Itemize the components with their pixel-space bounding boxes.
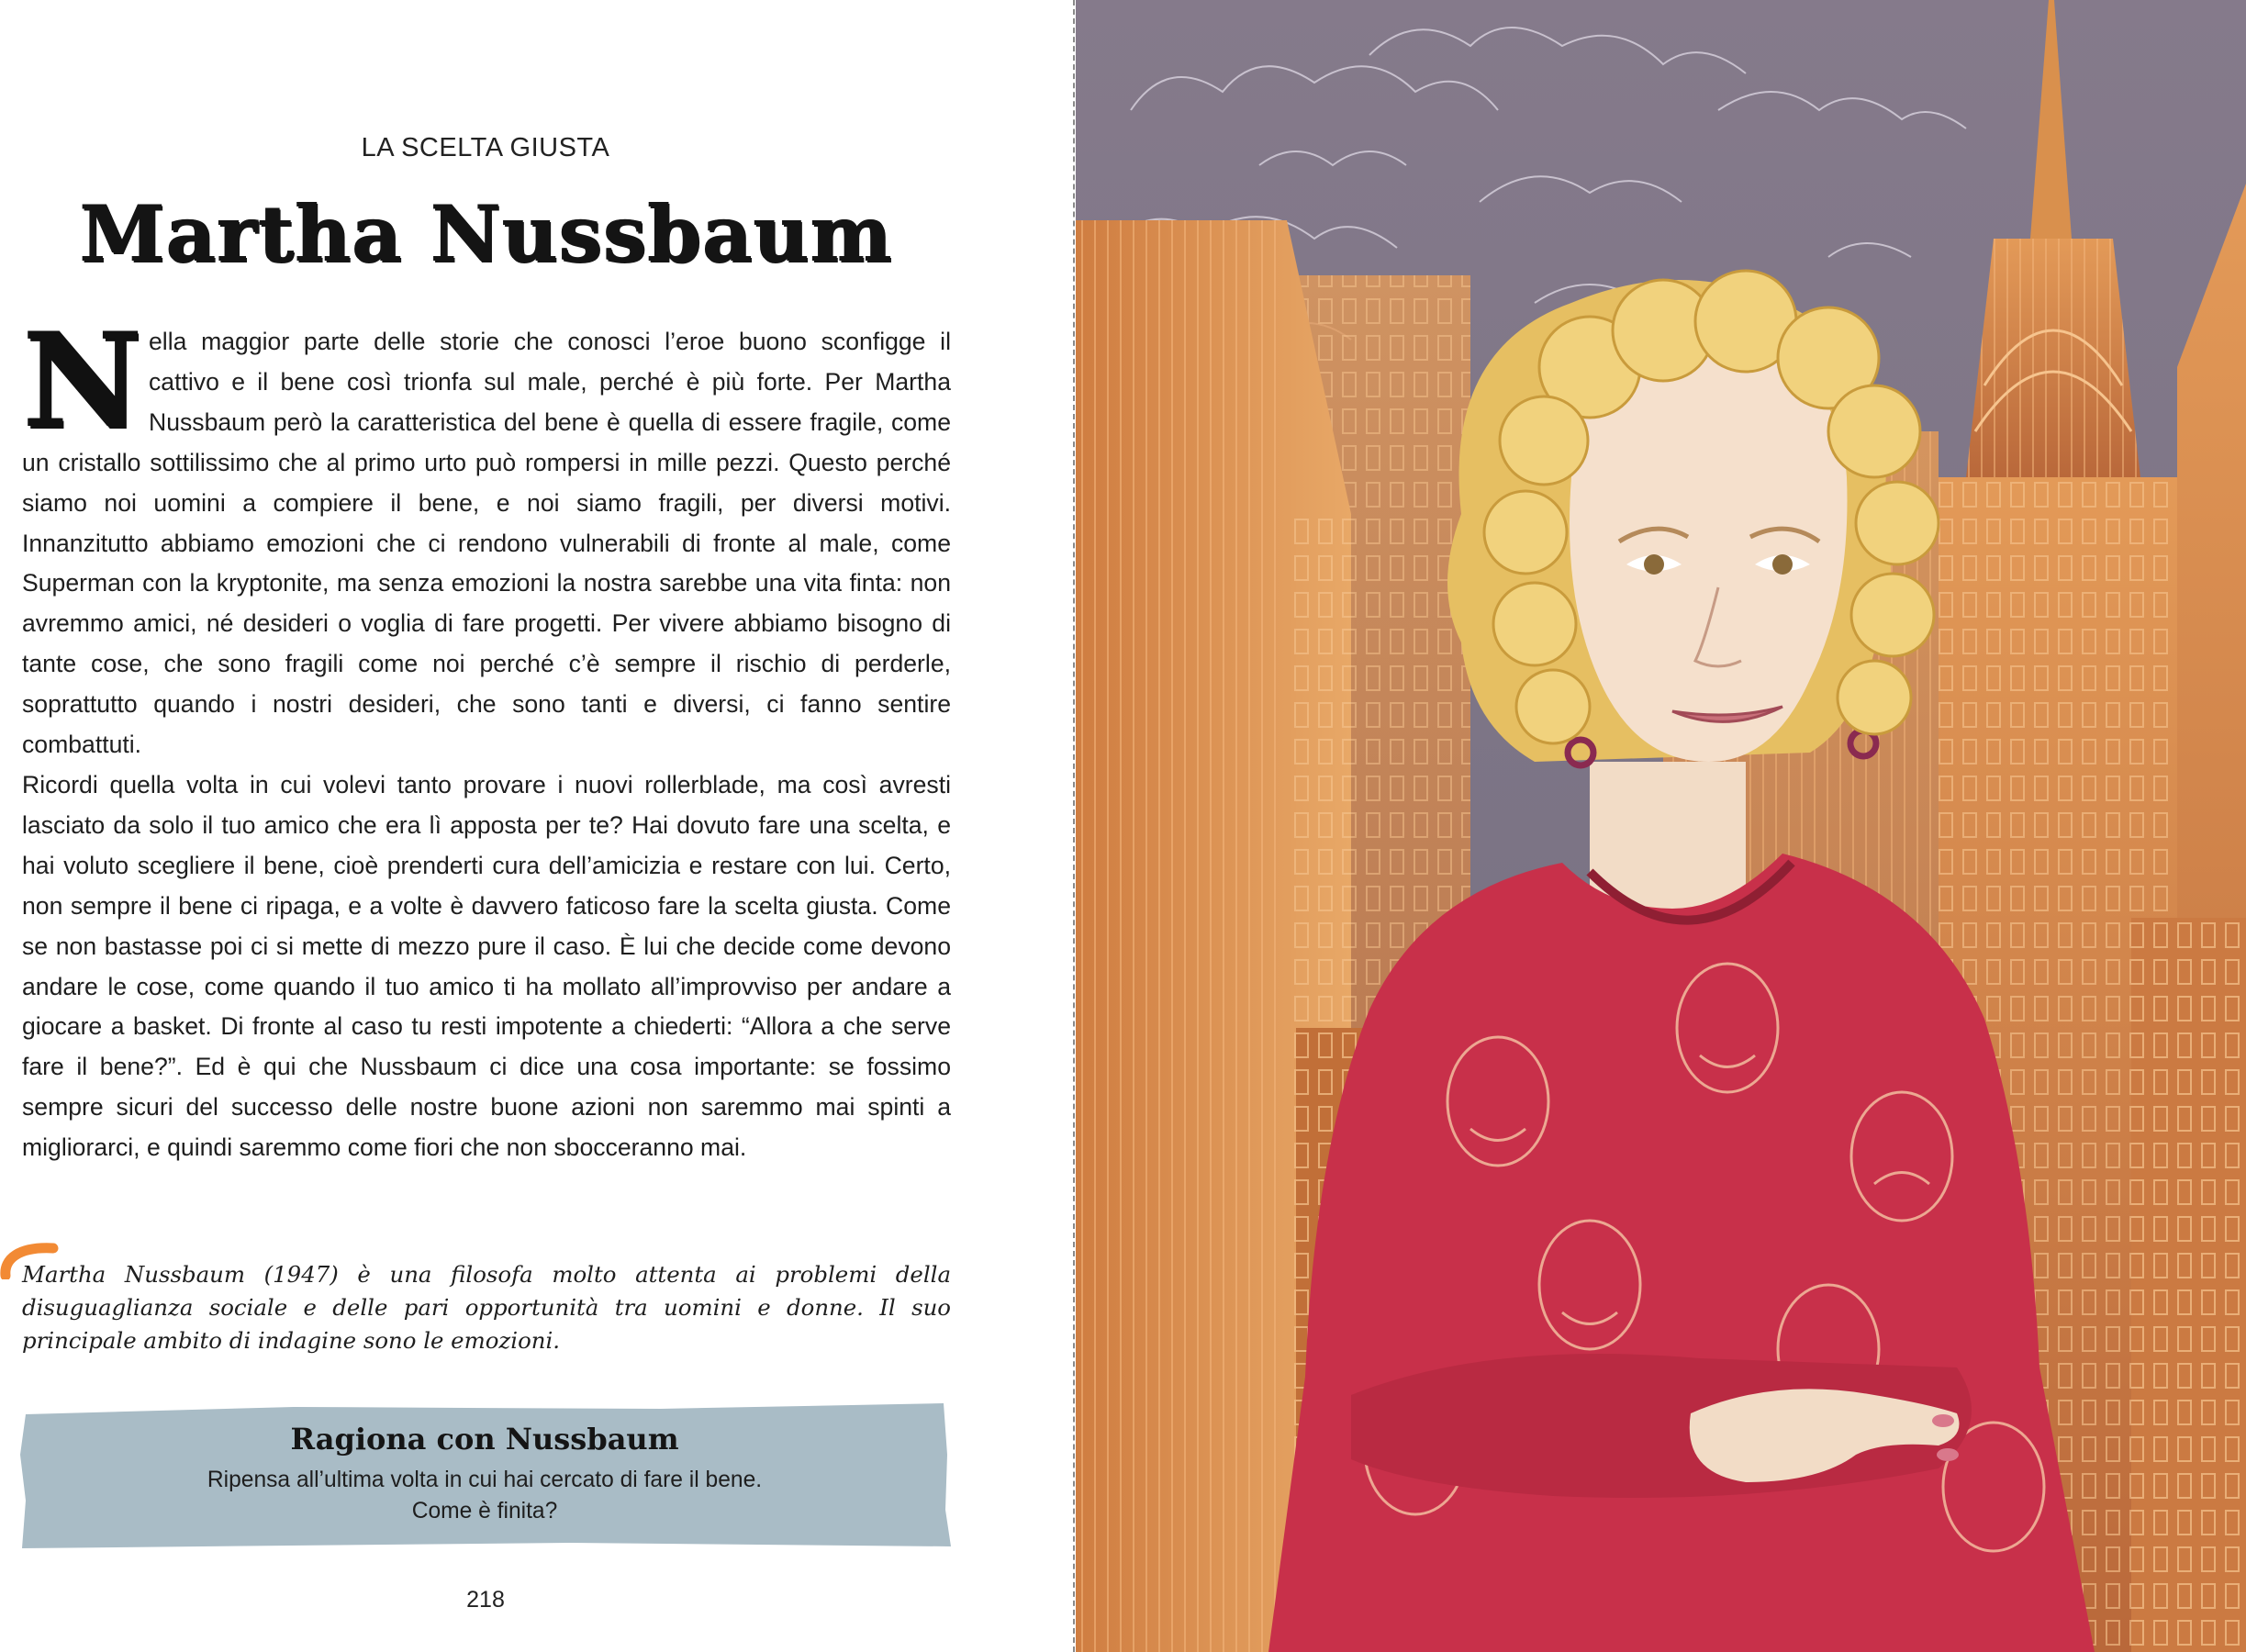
reflection-box-title: Ragiona con Nussbaum <box>290 1422 679 1457</box>
section-title: LA SCELTA GIUSTA <box>361 133 610 162</box>
page-gutter <box>1073 0 1075 1652</box>
page-title: Martha Nussbaum <box>79 188 892 279</box>
paragraph-1-text: ella maggior parte delle storie che conosci l’eroe buono sconfigge il cattivo e il bene così trionfa sul male, perché è più forte. Per Martha Nussbaum però la caratteristica del bene è quella di essere fragile, come un cristallo sottilissimo che al primo urto può rompersi in mille pezzi. Questo perché siamo noi uomini a compiere il bene, e noi siamo fragili, per diversi motivi. Innanzitutto abbiamo emozioni che ci rendono vulnerabili di fronte al male, come Superman con la kryptonite, ma senza emozioni la nostra sarebbe una vita finta: non avremmo amici, né desideri o voglia di fare progetti. Per vivere abbiamo bisogno di tante cose, che sono fragili come noi perché c’è sempre il rischio di perderle, soprattutto quando i nostri desideri, che sono tanti e diversi, ci fanno sentire combattuti. <box>22 328 951 759</box>
bio-note: Martha Nussbaum (1947) è una filosofa molto attenta ai problemi della disuguaglianza sociale e delle pari opportunità tra uomini e donne. Il suo principale ambito di indagine sono le emozioni. <box>22 1261 951 1354</box>
paragraph-1 <box>22 305 951 765</box>
portrait-illustration <box>1076 0 2246 1652</box>
drop-cap: N <box>22 305 141 457</box>
reflection-question-2: Come è finita? <box>411 1499 558 1524</box>
reflection-box-text <box>18 1465 951 1527</box>
reflection-question-1: Ripensa all’ultima volta in cui hai cercato di fare il bene. <box>207 1468 763 1492</box>
left-page <box>0 0 1074 1652</box>
page-number: 218 <box>466 1587 505 1613</box>
illustration-art <box>1076 0 2246 1652</box>
paragraph-2: Ricordi quella volta in cui volevi tanto provare i nuovi rollerblade, ma così avresti lasciato da solo il tuo amico che era lì apposta per te? Hai dovuto fare una scelta, e hai voluto scegliere il bene, cioè prenderti cura dell’amicizia e restare con lui. Certo, non sempre il bene ci ripaga, e a volte è davvero faticoso fare la scelta giusta. Come se non bastasse poi ci si mette di mezzo pure il caso. È lui che decide come devono andare le cose, come quando il tuo amico ti ha mollato all’improvviso per andare a giocare a basket. Di fronte al caso tu resti impotente a chiederti: “Allora a che serve fare il bene?”. Ed è qui che Nussbaum ci dice una cosa importante: se fossimo sempre sicuri del successo delle nostre buone azioni non saremmo mai spinti a migliorarci, e quindi saremmo come fiori che non sbocceranno mai. <box>22 770 951 1162</box>
body-text <box>22 305 951 1168</box>
